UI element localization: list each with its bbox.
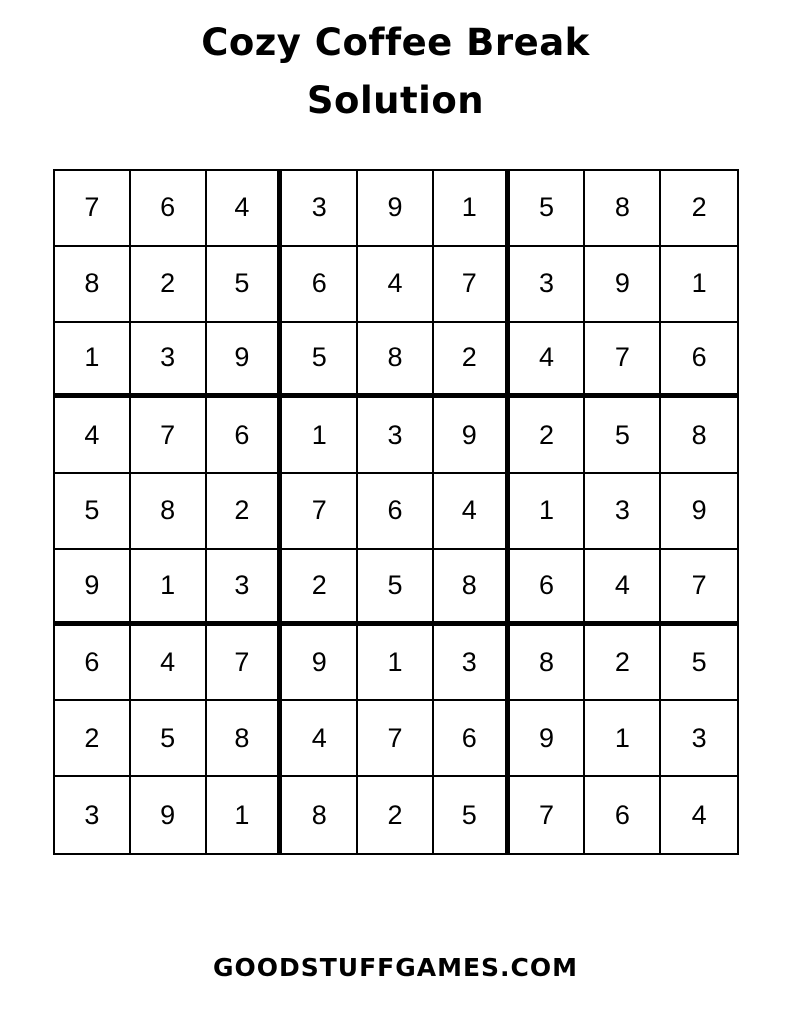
sudoku-cell-r3-c3: 9 (207, 323, 283, 399)
sudoku-cell-r5-c6: 4 (434, 474, 510, 550)
sudoku-cell-r9-c1: 3 (55, 777, 131, 853)
page-title (0, 14, 791, 130)
sudoku-cell-r5-c4: 7 (282, 474, 358, 550)
sudoku-cell-r5-c7: 1 (510, 474, 586, 550)
sudoku-cell-r2-c3: 5 (207, 247, 283, 323)
sudoku-cell-r3-c4: 5 (282, 323, 358, 399)
sudoku-cell-r2-c7: 3 (510, 247, 586, 323)
sudoku-cell-r1-c5: 9 (358, 171, 434, 247)
sudoku-cell-r3-c7: 4 (510, 323, 586, 399)
sudoku-cell-r6-c3: 3 (207, 550, 283, 626)
sudoku-cell-r2-c9: 1 (661, 247, 737, 323)
sudoku-cell-r2-c8: 9 (585, 247, 661, 323)
sudoku-cell-r6-c1: 9 (55, 550, 131, 626)
sudoku-cell-r7-c5: 1 (358, 626, 434, 702)
sudoku-cell-r2-c2: 2 (131, 247, 207, 323)
sudoku-cell-r1-c4: 3 (282, 171, 358, 247)
sudoku-cell-r3-c2: 3 (131, 323, 207, 399)
sudoku-cell-r9-c6: 5 (434, 777, 510, 853)
sudoku-cell-r3-c8: 7 (585, 323, 661, 399)
sudoku-cell-r9-c5: 2 (358, 777, 434, 853)
sudoku-cell-r4-c7: 2 (510, 398, 586, 474)
sudoku-cell-r8-c6: 6 (434, 701, 510, 777)
title-line-1: Cozy Coffee Break (201, 21, 590, 64)
sudoku-cell-r2-c4: 6 (282, 247, 358, 323)
sudoku-cell-r8-c5: 7 (358, 701, 434, 777)
sudoku-cell-r9-c9: 4 (691, 799, 707, 830)
sudoku-cell-r8-c2: 5 (131, 701, 207, 777)
sudoku-cell-r6-c4: 2 (282, 550, 358, 626)
sudoku-cell-r7-c7: 8 (510, 626, 586, 702)
sudoku-cell-r8-c8: 1 (585, 701, 661, 777)
sudoku-cell-r9-c3: 1 (207, 777, 283, 853)
sudoku-cell-r4-c6: 9 (434, 398, 510, 474)
sudoku-cell-r4-c5: 3 (358, 398, 434, 474)
sudoku-cell-r5-c3: 2 (207, 474, 283, 550)
sudoku-cell-r9-c7: 7 (510, 777, 586, 853)
sudoku-cell-r8-c1: 2 (55, 701, 131, 777)
sudoku-cell-r4-c9: 8 (661, 398, 737, 474)
sudoku-cell-r5-c5: 6 (358, 474, 434, 550)
sudoku-cell-r8-c9: 3 (661, 701, 737, 777)
sudoku-cell-r5-c8: 3 (585, 474, 661, 550)
sudoku-cell-r7-c1: 6 (55, 626, 131, 702)
sudoku-cell-r2-c6: 7 (434, 247, 510, 323)
sudoku-cell-r3-c1: 1 (55, 323, 131, 399)
sudoku-cell-r8-c4: 4 (282, 701, 358, 777)
sudoku-cell-r7-c4: 9 (282, 626, 358, 702)
title-line-2: Solution (306, 79, 485, 122)
sudoku-cell-r9-c4: 8 (282, 777, 358, 853)
sudoku-cell-r6-c2: 1 (131, 550, 207, 626)
sudoku-grid (53, 169, 739, 855)
sudoku-cell-r6-c9: 7 (661, 550, 737, 626)
sudoku-cell-r6-c5: 5 (358, 550, 434, 626)
sudoku-cell-r7-c2: 4 (131, 626, 207, 702)
sudoku-cell-r1-c6: 1 (434, 171, 510, 247)
footer-brand: GOODSTUFFGAMES.COM (212, 953, 579, 982)
sudoku-cell-r1-c2: 6 (131, 171, 207, 247)
sudoku-cell-r7-c6: 3 (434, 626, 510, 702)
sudoku-cell-r8-c7: 9 (510, 701, 586, 777)
sudoku-cell-r8-c3: 8 (207, 701, 283, 777)
sudoku-cell-r3-c9: 6 (661, 323, 737, 399)
sudoku-cell-r4-c2: 7 (131, 398, 207, 474)
sudoku-cell-r7-c9: 5 (661, 626, 737, 702)
sudoku-cell-r1-c8: 8 (585, 171, 661, 247)
sudoku-cell-r7-c8: 2 (585, 626, 661, 702)
sudoku-cell-r2-c1: 8 (55, 247, 131, 323)
sudoku-cell-r1-c1: 7 (55, 171, 131, 247)
sudoku-cell-r3-c6: 2 (434, 323, 510, 399)
sudoku-cell-r4-c1: 4 (55, 398, 131, 474)
sudoku-cell-r4-c3: 6 (207, 398, 283, 474)
sudoku-cell-r9-c2: 9 (131, 777, 207, 853)
sudoku-cell-r1-c3: 4 (207, 171, 283, 247)
sudoku-cell-r2-c5: 4 (358, 247, 434, 323)
sudoku-cell-r5-c9: 9 (661, 474, 737, 550)
sudoku-cell-r5-c1: 5 (55, 474, 131, 550)
sudoku-cell-r6-c7: 6 (510, 550, 586, 626)
sudoku-cell-r3-c5: 8 (358, 323, 434, 399)
sudoku-cell-r6-c8: 4 (585, 550, 661, 626)
sudoku-cell-r4-c4: 1 (282, 398, 358, 474)
sudoku-cell-r6-c6: 8 (434, 550, 510, 626)
sudoku-cell-r1-c7: 5 (510, 171, 586, 247)
sudoku-cell-r1-c9: 2 (661, 171, 737, 247)
sudoku-cell-r7-c3: 7 (207, 626, 283, 702)
sudoku-cell-r4-c8: 5 (585, 398, 661, 474)
sudoku-cell-r9-c8: 6 (585, 777, 661, 853)
sudoku-cell-r5-c2: 8 (131, 474, 207, 550)
